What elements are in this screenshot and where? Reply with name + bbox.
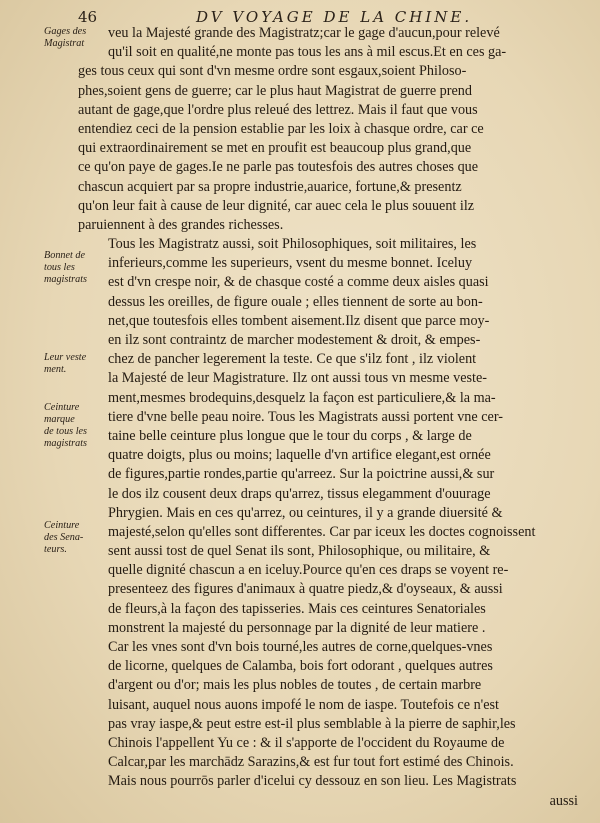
text-line: inferieurs,comme les superieurs, vsent du mesme bonnet. Iceluy — [108, 255, 473, 272]
paragraph-start: Tous les Magistratz aussi, soit Philosophiques, soit militaires, les — [108, 236, 477, 253]
text-line: le dos ilz cousent deux draps qu'arrez, tissus elegamment d'ouurage — [108, 485, 491, 502]
text-line: ment,mesmes brodequins,desquelz la façon est particuliere,& la ma- — [108, 389, 496, 406]
text-line: qui extraordinairement se met en proufit est beaucoup plus grand,que — [78, 140, 472, 157]
text-line: majesté,selon qu'elles sont differentes. Car par iceux les doctes cognoissent — [108, 523, 536, 540]
text-line: de fleurs,à la façon des tapisseries. Mais ces ceintures Senatoriales — [108, 600, 486, 617]
text-line: dessus les oreilles, de figure ouale ; elles tiennent de sorte au bon- — [108, 293, 483, 310]
margin-note-line: magistrats — [44, 274, 88, 285]
text-line: Mais nous pourrōs parler d'icelui cy dessouz en son lieu. Les Magistrats — [108, 773, 517, 790]
margin-note-line: tous les — [44, 262, 75, 273]
text-line: est d'vn crespe noir, & de chasque costé a comme deux aisles quasi — [108, 274, 489, 291]
text-line: tiere d'vne belle peau noire. Tous les Magistrats aussi portent vne cer- — [108, 408, 503, 425]
text-line: quelle dignité chascun a en iceluy.Pource qu'en ces draps se voyent re- — [108, 562, 509, 579]
margin-note-line: Ceinture — [44, 520, 80, 531]
text-line: Phrygien. Mais en ces qu'arrez, ou ceintures, il y a grande diuersité & — [108, 504, 503, 521]
text-line: monstrent la majesté du personnage par la dignité de leur matiere . — [108, 619, 486, 636]
text-line: ges tous ceux qui sont d'vn mesme ordre sont esgaux,soient Philoso- — [78, 63, 467, 80]
text-line: veu la Majesté grande des Magistratz;car le gage d'aucun,pour relevé — [108, 25, 500, 41]
margin-note-line: de tous les — [44, 426, 88, 437]
text-line: ce qu'on paye de gages.Ie ne parle pas toutesfois des autres choses que — [78, 159, 479, 176]
text-line: net,que toutesfois elles tombent aisement.Ilz disent que parce moy- — [108, 312, 490, 329]
margin-note-line: Leur veste — [44, 352, 87, 363]
margin-note-line: des Sena- — [44, 532, 84, 543]
text-line: Chinois l'appellent Yu ce : & il s'apporte de l'occident du Royaume de — [108, 734, 505, 751]
text-line: qu'on leur fait à cause de leur dignité, car auec cela le plus souuent ilz — [78, 197, 475, 214]
text-line: entendiez ceci de la pension establie par les loix à chasque ordre, car ce — [78, 120, 484, 137]
text-line: chascun acquiert par sa propre industrie,auarice, fortune,& presentz — [78, 178, 462, 195]
text-line: presenteez des figures d'animaux à quatre piedz,& d'oyseaux, & aussi — [108, 581, 503, 598]
text-line: en ilz sont contraintz de marcher modestement & droit, & empes- — [108, 332, 481, 348]
text-line: de licorne, quelques de Calamba, bois fort odorant , quelques autres — [108, 658, 493, 675]
margin-note-line: Bonnet de — [44, 250, 86, 261]
margin-note-line: ment. — [44, 364, 67, 375]
text-line: autant de gage,que l'ordre plus releué des lettrez. Mais il faut que vous — [78, 101, 478, 118]
text-line: paruiennent à des grandes richesses. — [78, 216, 284, 233]
text-line: sent aussi tost de quel Senat ils sont, Philosophique, ou militaire, & — [108, 543, 491, 560]
margin-note-line: teurs. — [44, 544, 67, 555]
margin-note-line: magistrats — [44, 438, 88, 449]
text-line: taine belle ceinture plus longue que le tour du corps , & large de — [108, 427, 472, 444]
margin-note-line: marque — [44, 414, 75, 425]
text-line: la Majesté de leur Magistrature. Ilz ont aussi tous vn mesme veste- — [108, 370, 488, 387]
text-line: Car les vnes sont d'vn bois tourné,les autres de corne,quelques-vnes — [108, 639, 493, 655]
text-line: pas vray iaspe,& peut estre est-il plus semblable à la pierre de saphir,les — [108, 715, 516, 732]
catchword: aussi — [549, 792, 578, 809]
text-line: d'argent ou d'or; mais les plus nobles de toutes , de certain marbre — [108, 677, 482, 694]
text-line: quatre doigts, plus ou moins; laquelle d'vn artifice elegant,est ornée — [108, 447, 491, 464]
text-line: luisant, auquel nous auons impofé le nom de iaspe. Toutefois ce n'est — [108, 696, 499, 713]
text-line: phes,soient gens de guerre; car le plus haut Magistrat de guerre prend — [78, 82, 472, 99]
margin-note-line: Magistrat — [44, 38, 85, 49]
running-title: DV VOYAGE DE LA CHINE. — [196, 8, 473, 26]
page-number: 46 — [78, 8, 98, 26]
text-line: qu'il soit en qualité,ne monte pas tous les ans à mil escus.Et en ces ga- — [108, 44, 507, 61]
text-line: chez de pancher legerement la teste. Ce que s'ilz font , ilz violent — [108, 351, 477, 368]
margin-note-line: Ceinture — [44, 402, 80, 413]
body-text — [78, 24, 578, 811]
margin-note-line: Gages des — [44, 26, 87, 37]
text-line: de figures,partie rondes,partie qu'arreez. Sur la poictrine aussi,& sur — [108, 466, 495, 483]
text-line: Calcar,par les marchādz Sarazins,& est fur tout fort estimé des Chinois. — [108, 754, 514, 771]
